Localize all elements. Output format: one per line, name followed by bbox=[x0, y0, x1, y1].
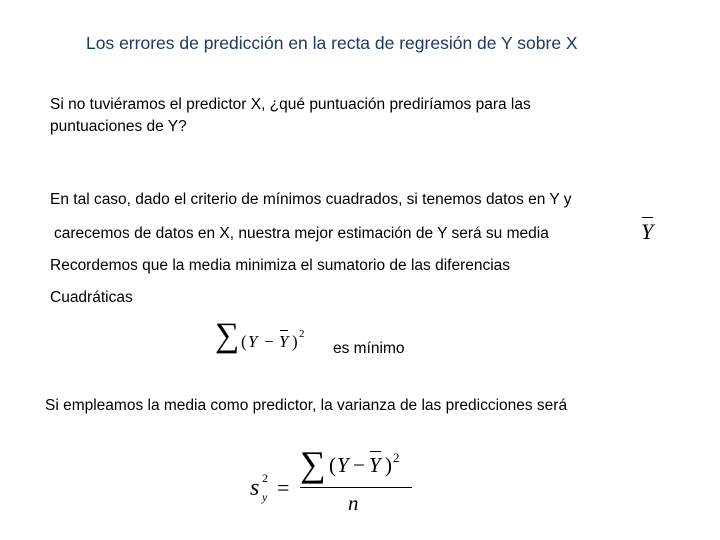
numerator-y-variable: Y bbox=[337, 453, 349, 477]
denominator-n: n bbox=[348, 491, 359, 515]
y-mean-symbol bbox=[641, 219, 653, 245]
es-minimo-label: es mínimo bbox=[333, 340, 405, 357]
exponent-two: 2 bbox=[299, 328, 305, 340]
slide-title: Los errores de predicción en la recta de regresión de Y sobre X bbox=[86, 33, 578, 53]
numerator-open-paren: ( bbox=[329, 453, 336, 477]
paragraph-4: Si empleamos la media como predictor, la varianza de las predicciones será bbox=[45, 397, 568, 414]
paragraph-3-line-1: Recordemos que la media minimiza el sumatorio de las diferencias bbox=[50, 257, 511, 274]
y-variable: Y bbox=[248, 332, 258, 351]
minus-sign: − bbox=[264, 332, 274, 351]
paragraph-2-line-1: En tal caso, dado el criterio de mínimos cuadrados, si tenemos datos en Y y bbox=[50, 191, 572, 208]
sum-symbol: ∑ bbox=[215, 317, 240, 354]
numerator-y-mean: Y bbox=[369, 453, 381, 477]
variance-s: s bbox=[250, 475, 260, 501]
numerator-close-paren: ) bbox=[385, 453, 392, 477]
equals-sign: = bbox=[277, 475, 290, 500]
paragraph-3-line-2: Cuadráticas bbox=[50, 289, 133, 306]
numerator-sum-symbol: ∑ bbox=[300, 444, 326, 484]
variance-formula bbox=[250, 445, 430, 520]
variance-superscript: 2 bbox=[262, 471, 268, 485]
y-mean-term: Y bbox=[279, 332, 289, 351]
y-mean-letter: Y bbox=[641, 219, 654, 244]
paragraph-2-line-2: carecemos de datos en X, nuestra mejor estimación de Y será su media bbox=[54, 225, 549, 242]
open-paren: ( bbox=[241, 332, 247, 351]
numerator-minus-sign: − bbox=[353, 453, 365, 477]
close-paren: ) bbox=[292, 332, 298, 351]
numerator-exponent: 2 bbox=[393, 450, 400, 465]
paragraph-1-line-2: puntuaciones de Y? bbox=[50, 118, 187, 135]
fraction-line bbox=[300, 487, 412, 488]
variance-subscript: y bbox=[262, 490, 268, 504]
paragraph-1-line-1: Si no tuviéramos el predictor X, ¿qué puntuación prediríamos para las bbox=[50, 96, 531, 113]
